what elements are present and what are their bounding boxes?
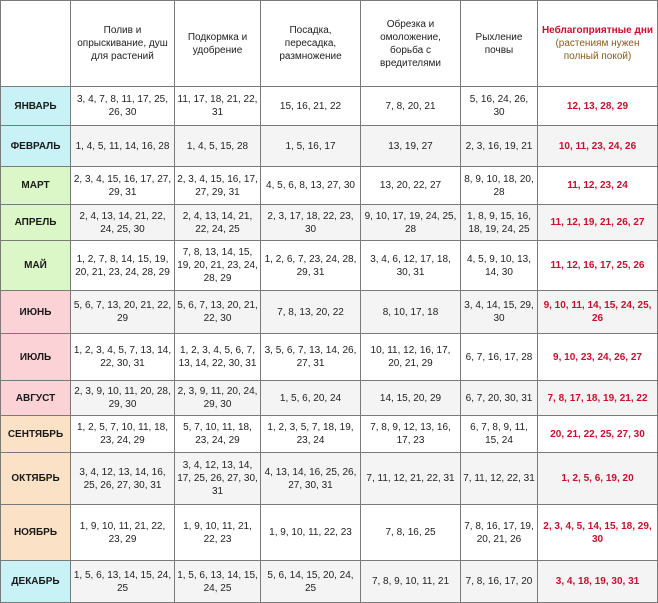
feeding-days-cell: 2, 3, 4, 15, 16, 17, 27, 29, 31 xyxy=(175,167,261,205)
planting-days-cell: 4, 13, 14, 16, 25, 26, 27, 30, 31 xyxy=(261,453,361,505)
pruning-days-cell: 9, 10, 17, 19, 24, 25, 28 xyxy=(361,205,461,241)
unfavorable-days-cell: 10, 11, 23, 24, 26 xyxy=(538,126,658,167)
feeding-days-cell: 2, 4, 13, 14, 21, 22, 24, 25 xyxy=(175,205,261,241)
loosening-days-cell: 6, 7, 16, 17, 28 xyxy=(461,334,538,381)
month-label: АПРЕЛЬ xyxy=(1,205,71,241)
table-row xyxy=(1,505,658,561)
pruning-days-cell: 7, 8, 20, 21 xyxy=(361,87,461,126)
unfavorable-days-cell: 3, 4, 18, 19, 30, 31 xyxy=(538,561,658,603)
watering-days-cell: 1, 2, 3, 4, 5, 7, 13, 14, 22, 30, 31 xyxy=(71,334,175,381)
loosening-days-cell: 7, 8, 16, 17, 19, 20, 21, 26 xyxy=(461,505,538,561)
feeding-days-cell: 5, 7, 10, 11, 18, 23, 24, 29 xyxy=(175,416,261,453)
table-row xyxy=(1,241,658,291)
planting-days-cell: 15, 16, 21, 22 xyxy=(261,87,361,126)
loosening-days-cell: 6, 7, 20, 30, 31 xyxy=(461,381,538,416)
feeding-days-cell: 1, 9, 10, 11, 21, 22, 23 xyxy=(175,505,261,561)
planting-days-cell: 1, 5, 6, 20, 24 xyxy=(261,381,361,416)
header-planting: Посадка, пересадка, размножение xyxy=(261,1,361,87)
planting-days-cell: 5, 6, 14, 15, 20, 24, 25 xyxy=(261,561,361,603)
pruning-days-cell: 14, 15, 20, 29 xyxy=(361,381,461,416)
watering-days-cell: 1, 4, 5, 11, 14, 16, 28 xyxy=(71,126,175,167)
watering-days-cell: 2, 4, 13, 14, 21, 22, 24, 25, 30 xyxy=(71,205,175,241)
planting-days-cell: 3, 5, 6, 7, 13, 14, 26, 27, 31 xyxy=(261,334,361,381)
planting-days-cell: 1, 5, 16, 17 xyxy=(261,126,361,167)
watering-days-cell: 1, 2, 5, 7, 10, 11, 18, 23, 24, 29 xyxy=(71,416,175,453)
unfavorable-days-cell: 11, 12, 16, 17, 25, 26 xyxy=(538,241,658,291)
watering-days-cell: 2, 3, 4, 15, 16, 17, 27, 29, 31 xyxy=(71,167,175,205)
watering-days-cell: 5, 6, 7, 13, 20, 21, 22, 29 xyxy=(71,291,175,334)
feeding-days-cell: 7, 8, 13, 14, 15, 19, 20, 21, 23, 24, 28, 29 xyxy=(175,241,261,291)
month-label: ДЕКАБРЬ xyxy=(1,561,71,603)
header-feeding: Подкормка и удобрение xyxy=(175,1,261,87)
month-label: ФЕВРАЛЬ xyxy=(1,126,71,167)
month-label: АВГУСТ xyxy=(1,381,71,416)
feeding-days-cell: 1, 2, 3, 4, 5, 6, 7, 13, 14, 22, 30, 31 xyxy=(175,334,261,381)
unfavorable-days-cell: 11, 12, 23, 24 xyxy=(538,167,658,205)
month-label: МАЙ xyxy=(1,241,71,291)
loosening-days-cell: 5, 16, 24, 26, 30 xyxy=(461,87,538,126)
table-row xyxy=(1,453,658,505)
table-row xyxy=(1,167,658,205)
planting-days-cell: 7, 8, 13, 20, 22 xyxy=(261,291,361,334)
watering-days-cell: 1, 2, 7, 8, 14, 15, 19, 20, 21, 23, 24, 28, 29 xyxy=(71,241,175,291)
table-row xyxy=(1,205,658,241)
pruning-days-cell: 8, 10, 17, 18 xyxy=(361,291,461,334)
unfavorable-days-cell: 12, 13, 28, 29 xyxy=(538,87,658,126)
month-label: ИЮЛЬ xyxy=(1,334,71,381)
planting-days-cell: 1, 2, 6, 7, 23, 24, 28, 29, 31 xyxy=(261,241,361,291)
header-pruning: Обрезка и омоложение, борьба с вредителями xyxy=(361,1,461,87)
table-row xyxy=(1,126,658,167)
pruning-days-cell: 7, 8, 16, 25 xyxy=(361,505,461,561)
header-corner-cell xyxy=(1,1,71,87)
table-row xyxy=(1,334,658,381)
loosening-days-cell: 1, 8, 9, 15, 16, 18, 19, 24, 25 xyxy=(461,205,538,241)
header-row xyxy=(1,1,658,87)
feeding-days-cell: 5, 6, 7, 13, 20, 21, 22, 30 xyxy=(175,291,261,334)
pruning-days-cell: 13, 20, 22, 27 xyxy=(361,167,461,205)
watering-days-cell: 3, 4, 12, 13, 14, 16, 25, 26, 27, 30, 31 xyxy=(71,453,175,505)
table-row xyxy=(1,381,658,416)
unfavorable-days-cell: 9, 10, 23, 24, 26, 27 xyxy=(538,334,658,381)
unfavorable-title: Неблагоприятные дни xyxy=(541,25,654,36)
loosening-days-cell: 3, 4, 14, 15, 29, 30 xyxy=(461,291,538,334)
pruning-days-cell: 7, 8, 9, 10, 11, 21 xyxy=(361,561,461,603)
month-label: НОЯБРЬ xyxy=(1,505,71,561)
loosening-days-cell: 8, 9, 10, 18, 20, 28 xyxy=(461,167,538,205)
feeding-days-cell: 1, 5, 6, 13, 14, 15, 24, 25 xyxy=(175,561,261,603)
loosening-days-cell: 6, 7, 8, 9, 11, 15, 24 xyxy=(461,416,538,453)
table-row xyxy=(1,561,658,603)
planting-days-cell: 1, 2, 3, 5, 7, 18, 19, 23, 24 xyxy=(261,416,361,453)
unfavorable-note: (растениям нужен полный покой) xyxy=(555,38,640,62)
planting-days-cell: 4, 5, 6, 8, 13, 27, 30 xyxy=(261,167,361,205)
unfavorable-days-cell: 1, 2, 5, 6, 19, 20 xyxy=(538,453,658,505)
pruning-days-cell: 7, 8, 9, 12, 13, 16, 17, 23 xyxy=(361,416,461,453)
unfavorable-days-cell: 9, 10, 11, 14, 15, 24, 25, 26 xyxy=(538,291,658,334)
planting-days-cell: 2, 3, 17, 18, 22, 23, 30 xyxy=(261,205,361,241)
unfavorable-days-cell: 20, 21, 22, 25, 27, 30 xyxy=(538,416,658,453)
header-watering: Полив и опрыскивание, душ для растений xyxy=(71,1,175,87)
month-label: ЯНВАРЬ xyxy=(1,87,71,126)
feeding-days-cell: 11, 17, 18, 21, 22, 31 xyxy=(175,87,261,126)
pruning-days-cell: 7, 11, 12, 21, 22, 31 xyxy=(361,453,461,505)
loosening-days-cell: 7, 11, 12, 22, 31 xyxy=(461,453,538,505)
watering-days-cell: 1, 5, 6, 13, 14, 15, 24, 25 xyxy=(71,561,175,603)
month-label: МАРТ xyxy=(1,167,71,205)
loosening-days-cell: 7, 8, 16, 17, 20 xyxy=(461,561,538,603)
pruning-days-cell: 13, 19, 27 xyxy=(361,126,461,167)
watering-days-cell: 1, 9, 10, 11, 21, 22, 23, 29 xyxy=(71,505,175,561)
loosening-days-cell: 4, 5, 9, 10, 13, 14, 30 xyxy=(461,241,538,291)
table-row xyxy=(1,416,658,453)
feeding-days-cell: 1, 4, 5, 15, 28 xyxy=(175,126,261,167)
watering-days-cell: 3, 4, 7, 8, 11, 17, 25, 26, 30 xyxy=(71,87,175,126)
feeding-days-cell: 3, 4, 12, 13, 14, 17, 25, 26, 27, 30, 31 xyxy=(175,453,261,505)
calendar-body xyxy=(1,87,658,603)
unfavorable-days-cell: 11, 12, 19, 21, 26, 27 xyxy=(538,205,658,241)
table-row xyxy=(1,291,658,334)
month-label: ИЮНЬ xyxy=(1,291,71,334)
feeding-days-cell: 2, 3, 9, 11, 20, 24, 29, 30 xyxy=(175,381,261,416)
header-unfavorable-days xyxy=(538,1,658,87)
watering-days-cell: 2, 3, 9, 10, 11, 20, 28, 29, 30 xyxy=(71,381,175,416)
month-label: ОКТЯБРЬ xyxy=(1,453,71,505)
pruning-days-cell: 3, 4, 6, 12, 17, 18, 30, 31 xyxy=(361,241,461,291)
pruning-days-cell: 10, 11, 12, 16, 17, 20, 21, 29 xyxy=(361,334,461,381)
planting-days-cell: 1, 9, 10, 11, 22, 23 xyxy=(261,505,361,561)
header-loosening: Рыхление почвы xyxy=(461,1,538,87)
unfavorable-days-cell: 7, 8, 17, 18, 19, 21, 22 xyxy=(538,381,658,416)
month-label: СЕНТЯБРЬ xyxy=(1,416,71,453)
table-row xyxy=(1,87,658,126)
unfavorable-days-cell: 2, 3, 4, 5, 14, 15, 18, 29, 30 xyxy=(538,505,658,561)
loosening-days-cell: 2, 3, 16, 19, 21 xyxy=(461,126,538,167)
